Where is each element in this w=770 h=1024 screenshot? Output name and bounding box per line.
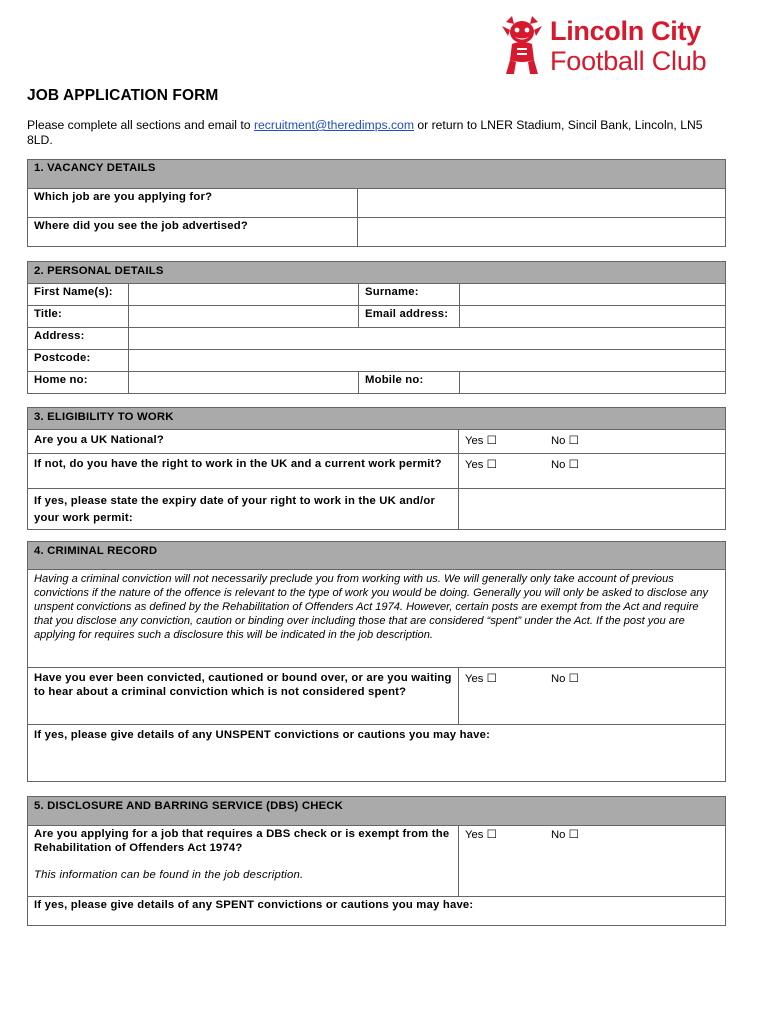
dbs-hint-text: This information can be found in the job description. bbox=[34, 869, 304, 881]
unspent-details-field[interactable] bbox=[28, 725, 726, 782]
convicted-options bbox=[459, 668, 726, 725]
criminal-record-note: Having a criminal conviction will not necessarily preclude you from working with us. We will generally only take account of previous convictions if the nature of the offence is relevant to the type of work you would be doing. Generally you will only be asked to disclose any unspent convictions as defined by the Rehabilitation of Offenders Act 1974. However, certain posts are exempt from the Act and require that you disclose any conviction, caution or binding over including those that are considered “spent” under the Act. If the post you are applying for requires such a disclosure this will be indicated in the job description. bbox=[28, 570, 726, 668]
dbs-required-options bbox=[459, 826, 726, 897]
club-logo bbox=[500, 14, 745, 80]
right-to-work-yes-checkbox[interactable]: Yes ☐ bbox=[465, 459, 497, 471]
intro-before: Please complete all sections and email to bbox=[27, 118, 254, 132]
dbs-check-section bbox=[27, 796, 726, 926]
criminal-record-section bbox=[27, 541, 726, 782]
personal-details-heading: 2. PERSONAL DETAILS bbox=[28, 262, 726, 284]
postcode-field[interactable] bbox=[129, 350, 726, 372]
spent-details-label: If yes, please give details of any SPENT convictions or cautions you may have: bbox=[34, 899, 474, 911]
eligibility-section bbox=[27, 407, 726, 530]
form-title: JOB APPLICATION FORM bbox=[27, 87, 219, 104]
first-name-label: First Name(s): bbox=[28, 284, 129, 306]
dbs-required-label: Are you applying for a job that requires a DBS check or is exempt from the Rehabilitation of Offenders Act 1974? bbox=[34, 828, 450, 854]
job-advertised-label: Where did you see the job advertised? bbox=[28, 218, 358, 247]
intro-text bbox=[27, 118, 727, 148]
uk-national-yes-checkbox[interactable]: Yes ☐ bbox=[465, 435, 497, 447]
eligibility-heading: 3. ELIGIBILITY TO WORK bbox=[28, 408, 726, 430]
imp-crest-icon bbox=[500, 14, 544, 78]
unspent-details-label: If yes, please give details of any UNSPENT convictions or cautions you may have: bbox=[34, 729, 491, 741]
title-field[interactable] bbox=[129, 306, 359, 328]
mobile-no-label: Mobile no: bbox=[359, 372, 460, 394]
club-name-line1: Lincoln City bbox=[550, 16, 701, 46]
recruitment-email-link[interactable]: recruitment@theredimps.com bbox=[253, 118, 414, 132]
job-applying-field[interactable] bbox=[358, 189, 726, 218]
vacancy-details-section bbox=[27, 159, 726, 247]
personal-details-section bbox=[27, 261, 726, 394]
permit-expiry-label: If yes, please state the expiry date of your right to work in the UK and/or your work permit: bbox=[28, 489, 459, 530]
dbs-required-no-checkbox[interactable]: No ☐ bbox=[551, 829, 579, 841]
first-name-field[interactable] bbox=[129, 284, 359, 306]
postcode-label: Postcode: bbox=[28, 350, 129, 372]
convicted-yes-checkbox[interactable]: Yes ☐ bbox=[465, 673, 497, 685]
uk-national-options bbox=[459, 430, 726, 454]
uk-national-no-checkbox[interactable]: No ☐ bbox=[551, 435, 579, 447]
home-no-label: Home no: bbox=[28, 372, 129, 394]
email-field[interactable] bbox=[460, 306, 726, 328]
title-label: Title: bbox=[28, 306, 129, 328]
dbs-required-yes-checkbox[interactable]: Yes ☐ bbox=[465, 829, 497, 841]
criminal-record-heading: 4. CRIMINAL RECORD bbox=[28, 542, 726, 570]
right-to-work-label: If not, do you have the right to work in the UK and a current work permit? bbox=[28, 454, 459, 489]
address-field[interactable] bbox=[129, 328, 726, 350]
intro-after: or return to LNER Stadium, Sincil Bank, Lincoln, LN5 8LD. bbox=[27, 118, 703, 147]
permit-expiry-field[interactable] bbox=[459, 489, 726, 530]
mobile-no-field[interactable] bbox=[460, 372, 726, 394]
uk-national-label: Are you a UK National? bbox=[28, 430, 459, 454]
address-label: Address: bbox=[28, 328, 129, 350]
club-name bbox=[550, 16, 707, 76]
club-name-line2: Football Club bbox=[550, 46, 707, 76]
home-no-field[interactable] bbox=[129, 372, 359, 394]
convicted-no-checkbox[interactable]: No ☐ bbox=[551, 673, 579, 685]
right-to-work-no-checkbox[interactable]: No ☐ bbox=[551, 459, 579, 471]
dbs-check-heading: 5. DISCLOSURE AND BARRING SERVICE (DBS) CHECK bbox=[28, 797, 726, 826]
spent-details-field[interactable] bbox=[28, 897, 726, 926]
right-to-work-options bbox=[459, 454, 726, 489]
convicted-label: Have you ever been convicted, cautioned or bound over, or are you waiting to hear about a criminal conviction which is not considered spent? bbox=[28, 668, 459, 725]
job-applying-label: Which job are you applying for? bbox=[28, 189, 358, 218]
dbs-required-cell bbox=[28, 826, 459, 897]
vacancy-details-heading: 1. VACANCY DETAILS bbox=[28, 160, 726, 189]
surname-label: Surname: bbox=[359, 284, 460, 306]
surname-field[interactable] bbox=[460, 284, 726, 306]
email-label: Email address: bbox=[359, 306, 460, 328]
job-advertised-field[interactable] bbox=[358, 218, 726, 247]
